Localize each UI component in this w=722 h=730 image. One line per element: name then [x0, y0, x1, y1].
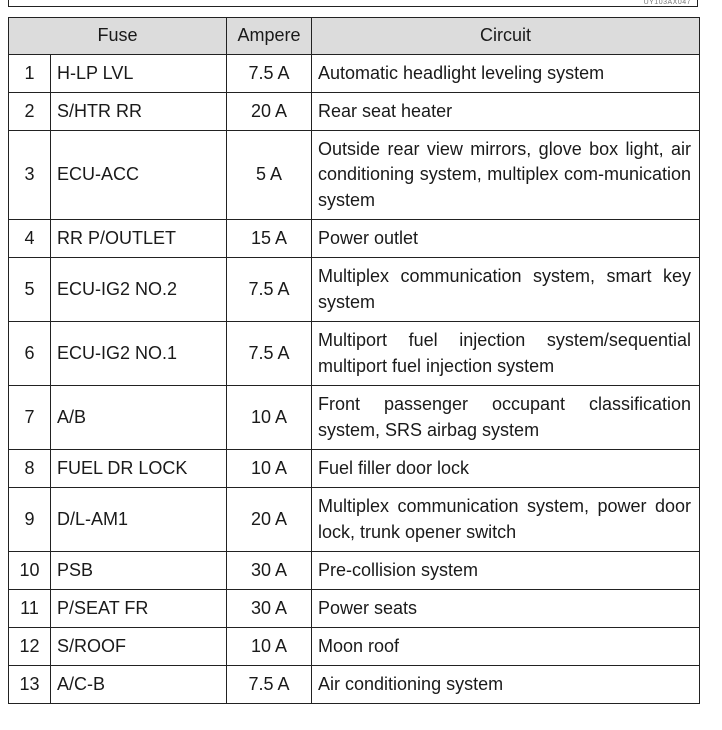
table-row — [9, 322, 700, 386]
table-row — [9, 666, 700, 704]
table-row — [9, 220, 700, 258]
table-row — [9, 628, 700, 666]
fuse-ampere: 7.5 A — [227, 258, 312, 322]
fuse-circuit: Multiplex communication system, power door lock, trunk opener switch — [312, 488, 700, 552]
table-row — [9, 450, 700, 488]
table-row — [9, 552, 700, 590]
fuse-table — [8, 17, 700, 704]
fuse-name: FUEL DR LOCK — [51, 450, 227, 488]
table-row — [9, 258, 700, 322]
fuse-circuit: Front passenger occupant classification system, SRS airbag system — [312, 386, 700, 450]
fuse-number: 13 — [9, 666, 51, 704]
fuse-ampere: 10 A — [227, 450, 312, 488]
page-code: UY103AX047 — [643, 0, 691, 6]
table-row — [9, 590, 700, 628]
fuse-ampere: 7.5 A — [227, 322, 312, 386]
fuse-name: A/C-B — [51, 666, 227, 704]
header-ampere: Ampere — [227, 18, 312, 55]
table-row — [9, 488, 700, 552]
fuse-circuit: Multiport fuel injection system/sequential multiport fuel injection system — [312, 322, 700, 386]
fuse-number: 3 — [9, 131, 51, 220]
fuse-ampere: 20 A — [227, 93, 312, 131]
header-circuit: Circuit — [312, 18, 700, 55]
fuse-number: 9 — [9, 488, 51, 552]
fuse-number: 5 — [9, 258, 51, 322]
table-row — [9, 386, 700, 450]
fuse-circuit: Outside rear view mirrors, glove box light, air conditioning system, multiplex com-munication system — [312, 131, 700, 220]
fuse-name: ECU-IG2 NO.1 — [51, 322, 227, 386]
fuse-circuit: Pre-collision system — [312, 552, 700, 590]
table-row — [9, 55, 700, 93]
fuse-circuit: Moon roof — [312, 628, 700, 666]
fuse-circuit: Automatic headlight leveling system — [312, 55, 700, 93]
fuse-circuit: Fuel filler door lock — [312, 450, 700, 488]
fuse-number: 6 — [9, 322, 51, 386]
fuse-name: A/B — [51, 386, 227, 450]
fuse-ampere: 5 A — [227, 131, 312, 220]
header-fuse: Fuse — [9, 18, 227, 55]
fuse-name: ECU-ACC — [51, 131, 227, 220]
fuse-name: PSB — [51, 552, 227, 590]
top-frame — [8, 0, 698, 7]
table-header-row — [9, 18, 700, 55]
fuse-number: 2 — [9, 93, 51, 131]
fuse-ampere: 30 A — [227, 590, 312, 628]
fuse-circuit: Rear seat heater — [312, 93, 700, 131]
fuse-number: 4 — [9, 220, 51, 258]
fuse-circuit: Power seats — [312, 590, 700, 628]
fuse-name: S/ROOF — [51, 628, 227, 666]
fuse-ampere: 7.5 A — [227, 666, 312, 704]
fuse-ampere: 20 A — [227, 488, 312, 552]
fuse-ampere: 30 A — [227, 552, 312, 590]
fuse-ampere: 10 A — [227, 628, 312, 666]
fuse-name: D/L-AM1 — [51, 488, 227, 552]
fuse-name: S/HTR RR — [51, 93, 227, 131]
fuse-number: 7 — [9, 386, 51, 450]
fuse-ampere: 7.5 A — [227, 55, 312, 93]
fuse-ampere: 15 A — [227, 220, 312, 258]
fuse-name: H-LP LVL — [51, 55, 227, 93]
table-row — [9, 131, 700, 220]
fuse-name: ECU-IG2 NO.2 — [51, 258, 227, 322]
fuse-number: 11 — [9, 590, 51, 628]
fuse-number: 8 — [9, 450, 51, 488]
fuse-circuit: Power outlet — [312, 220, 700, 258]
fuse-circuit: Multiplex communication system, smart key system — [312, 258, 700, 322]
fuse-number: 12 — [9, 628, 51, 666]
table-row — [9, 93, 700, 131]
fuse-circuit: Air conditioning system — [312, 666, 700, 704]
fuse-number: 10 — [9, 552, 51, 590]
fuse-name: RR P/OUTLET — [51, 220, 227, 258]
fuse-ampere: 10 A — [227, 386, 312, 450]
fuse-number: 1 — [9, 55, 51, 93]
fuse-name: P/SEAT FR — [51, 590, 227, 628]
